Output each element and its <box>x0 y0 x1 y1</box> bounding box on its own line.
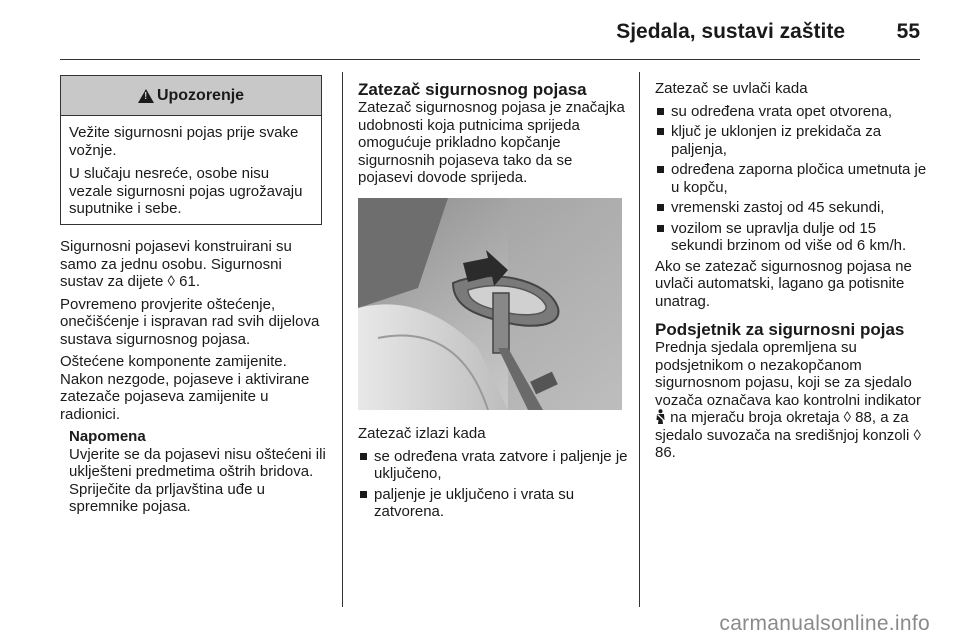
reminder-text-1: Prednja sjedala opremljena su podsjetnikom o nezakopčanom sigurnosnom pojasu, koji se za sjedalo vozača označava kao kontrolni indikator <box>655 339 921 409</box>
middle-column-top <box>358 80 628 192</box>
left-paragraph-2: Povremeno provjerite oštećenje, onečišćenje i ispravan rad svih dijelova sustava sigurnosnog pojasa. <box>60 295 320 348</box>
exit-title: Zatezač izlazi kada <box>358 425 486 442</box>
middle-column-bottom <box>358 425 634 524</box>
retract-list <box>655 103 930 255</box>
list-item: ključ je uklonjen iz prekidača za paljenja, <box>655 123 930 158</box>
watermark: carmanualsonline.info <box>719 612 930 635</box>
reminder-text-2: na mjeraču broja okretaja ◊ 88, a za sjedalo suvozača na središnjoj konzoli ◊ 86. <box>655 409 921 461</box>
list-item: paljenje je uključeno i vrata su zatvorena. <box>358 486 634 521</box>
warning-box <box>60 75 322 225</box>
right-column <box>655 80 930 467</box>
warning-header <box>61 76 321 116</box>
retract-title: Zatezač se uvlači kada <box>655 80 808 97</box>
list-item: se određena vrata zatvore i paljenje je uključeno, <box>358 448 634 483</box>
column-divider-1 <box>342 72 343 607</box>
section-title-reminder: Podsjetnik za sigurnosni pojas <box>655 320 905 339</box>
seatbelt-retractor-photo <box>358 198 622 410</box>
seatbelt-retractor-illustration <box>358 198 622 410</box>
warning-body <box>61 116 321 218</box>
warning-triangle-icon <box>138 89 154 103</box>
page-number: 55 <box>896 20 920 43</box>
header-rule <box>60 59 920 60</box>
retract-after: Ako se zatezač sigurnosnog pojasa ne uvlači automatski, lagano ga potisnite unatrag. <box>655 257 912 310</box>
warning-text-2: U slučaju nesreće, osobe nisu vezale sigurnosni pojas ugrožavaju suputnike i sebe. <box>69 165 303 217</box>
reminder-paragraph <box>655 339 930 462</box>
left-paragraph-3: Oštećene komponente zamijenite. Nakon nezgode, pojaseve i aktivirane zatezače pojaseva zamijenite u radionici. <box>60 353 310 423</box>
note-text: Uvjerite se da pojasevi nisu oštećeni ili uklješteni predmetima oštrih bridova. Spriječite da prljavština uđe u spremnike pojasa. <box>69 445 326 515</box>
warning-text-1: Vežite sigurnosni pojas prije svake vožnje. <box>69 124 299 159</box>
list-item: su određena vrata opet otvorena, <box>655 103 930 121</box>
exit-list <box>358 448 634 521</box>
warning-title: Upozorenje <box>156 86 245 104</box>
seatbelt-indicator-icon <box>655 409 666 424</box>
note-title: Napomena <box>69 428 146 445</box>
list-item: vremenski zastoj od 45 sekundi, <box>655 199 930 217</box>
left-column-text <box>60 238 326 516</box>
list-item: određena zaporna pločica umetnuta je u kopču, <box>655 161 930 196</box>
column-divider-2 <box>639 72 640 607</box>
list-item: vozilom se upravlja dulje od 15 sekundi brzinom od više od 6 km/h. <box>655 220 930 255</box>
left-paragraph-1: Sigurnosni pojasevi konstruirani su samo za jednu osobu. Sigurnosni sustav za dijete ◊ 61. <box>60 238 292 290</box>
header-title: Sjedala, sustavi zaštite <box>616 20 845 43</box>
section-title-retractor: Zatezač sigurnosnog pojasa <box>358 80 587 99</box>
note-block <box>60 428 326 516</box>
retractor-intro: Zatezač sigurnosnog pojasa je značajka udobnosti koja putnicima sprijeda omogućuje prikladno kopčanje sigurnosnih pojaseva tako da se pojasevi dovode sprijeda. <box>358 99 625 186</box>
